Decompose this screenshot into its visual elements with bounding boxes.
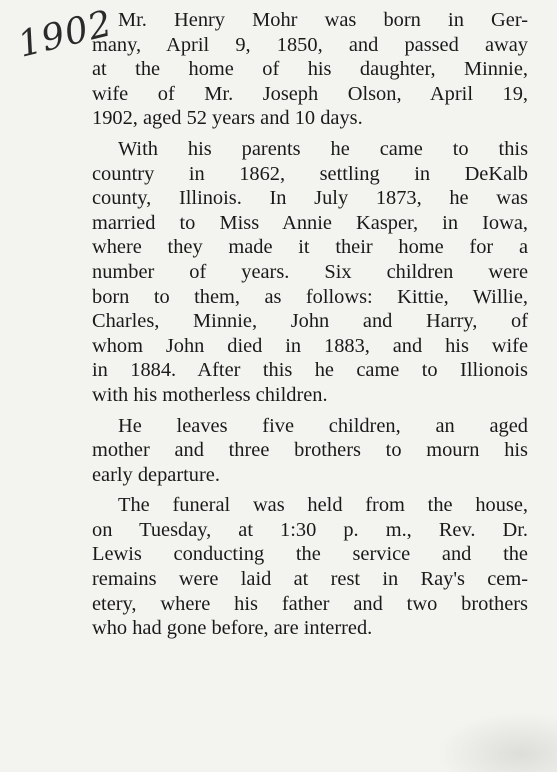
text-line: at the home of his daughter, Minnie, bbox=[92, 58, 528, 81]
text-line: on Tuesday, at 1:30 p. m., Rev. Dr. bbox=[92, 518, 528, 541]
text-line: in 1884. After this he came to Illionois bbox=[92, 359, 528, 382]
text-line: who had gone before, are interred. bbox=[92, 617, 373, 640]
text-line: many, April 9, 1850, and passed away bbox=[92, 33, 528, 56]
text-line: whom John died in 1883, and his wife bbox=[92, 334, 528, 357]
text-line: wife of Mr. Joseph Olson, April 19, bbox=[92, 82, 528, 105]
text-line: Mr. Henry Mohr was born in Ger- bbox=[118, 9, 528, 31]
text-line: born to them, as follows: Kittie, Willie, bbox=[92, 285, 528, 308]
text-line: remains were laid at rest in Ray's cem- bbox=[92, 568, 528, 591]
text-line: Charles, Minnie, John and Harry, of bbox=[92, 310, 528, 333]
text-line: early departure. bbox=[92, 463, 220, 486]
paragraph-1 bbox=[92, 8, 528, 131]
paper-smudge bbox=[437, 712, 557, 772]
text-line: He leaves five children, an aged bbox=[118, 414, 528, 437]
text-line: The funeral was held from the house, bbox=[118, 494, 528, 517]
text-line: county, Illinois. In July 1873, he was bbox=[92, 187, 528, 210]
text-line: mother and three brothers to mourn his bbox=[92, 439, 528, 462]
text-line: number of years. Six children were bbox=[92, 260, 528, 283]
paragraph-2 bbox=[92, 137, 528, 408]
text-line: with his motherless children. bbox=[92, 383, 328, 406]
paragraph-4 bbox=[92, 493, 528, 641]
text-line: 1902, aged 52 years and 10 days. bbox=[92, 107, 363, 130]
paragraph-3 bbox=[92, 414, 528, 488]
text-line: country in 1862, settling in DeKalb bbox=[92, 162, 528, 185]
text-line: Lewis conducting the service and the bbox=[92, 543, 528, 566]
text-line: where they made it their home for a bbox=[92, 236, 528, 259]
text-line: etery, where his father and two brothers bbox=[92, 592, 528, 615]
text-line: married to Miss Annie Kasper, in Iowa, bbox=[92, 211, 528, 234]
text-line: With his parents he came to this bbox=[118, 137, 528, 160]
obituary-article bbox=[92, 8, 528, 647]
handwritten-year-note: 1902 bbox=[14, 2, 117, 66]
